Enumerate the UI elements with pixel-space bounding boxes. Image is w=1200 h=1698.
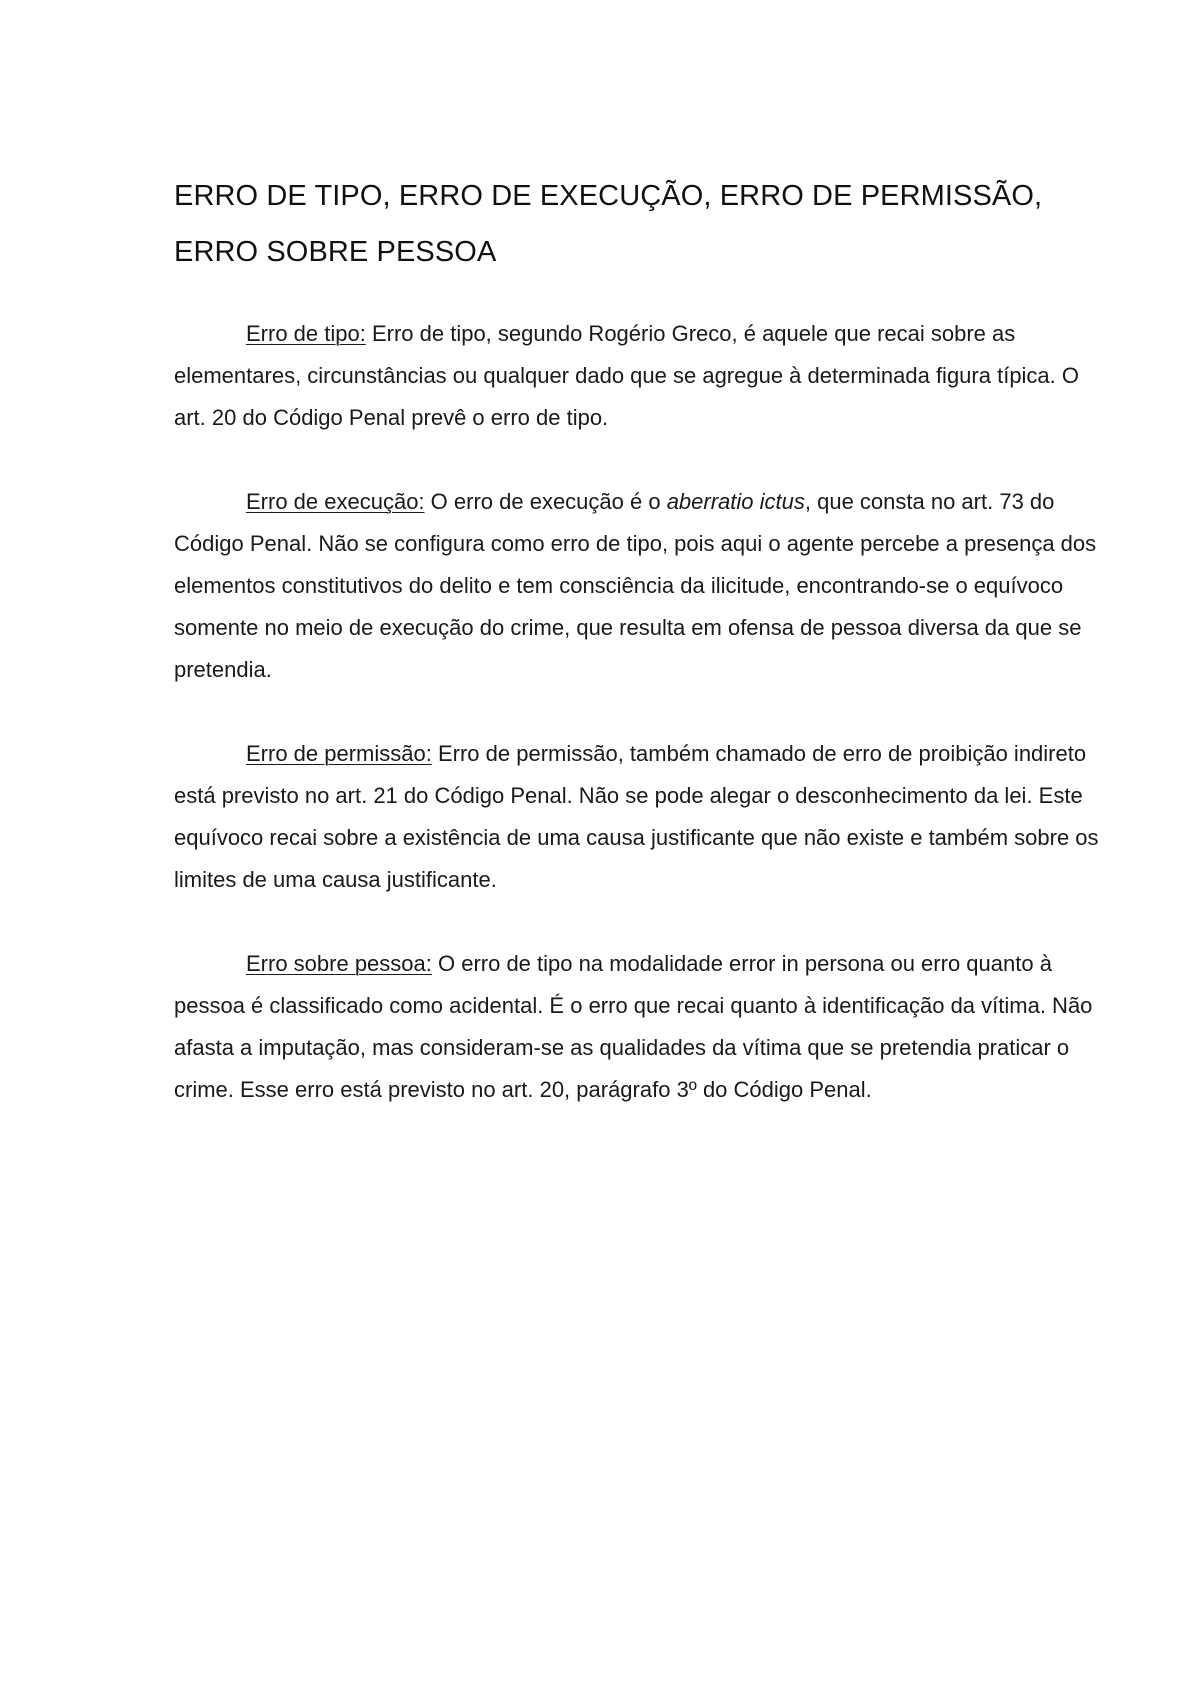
section-erro-de-permissao	[174, 733, 1099, 901]
document-title: ERRO DE TIPO, ERRO DE EXECUÇÃO, ERRO DE PERMISSÃO, ERRO SOBRE PESSOA	[174, 180, 1043, 268]
latin-term: aberratio ictus	[666, 489, 805, 514]
section-label: Erro de permissão:	[246, 741, 432, 766]
section-label: Erro de tipo:	[246, 321, 366, 346]
section-label: Erro sobre pessoa:	[246, 951, 432, 976]
section-erro-sobre-pessoa	[174, 943, 1099, 1111]
section-text: Erro de permissão, também chamado de erro de proibição indireto está previsto no art. 21 do Código Penal. Não se pode alegar o desconhecimento da lei. Este equívoco recai sobre a existência de uma causa justificante que não existe e também sobre os limites de uma causa justificante.	[174, 741, 1099, 892]
section-erro-de-execucao	[174, 481, 1099, 691]
section-erro-de-tipo	[174, 313, 1099, 439]
section-text: Erro de tipo, segundo Rogério Greco, é aquele que recai sobre as elementares, circunstâncias ou qualquer dado que se agregue à determinada figura típica. O art. 20 do Código Penal prevê o erro de tipo.	[174, 321, 1080, 430]
section-text: O erro de tipo na modalidade error in persona ou erro quanto à pessoa é classificado como acidental. É o erro que recai quanto à identificação da vítima. Não afasta a imputação, mas consideram-se as qualidades da vítima que se pretendia praticar o crime. Esse erro está previsto no art. 20, parágrafo 3º do Código Penal.	[174, 951, 1093, 1102]
section-label: Erro de execução:	[246, 489, 425, 514]
section-text: O erro de execução é o	[424, 489, 667, 514]
section-text: , que consta no art. 73 do Código Penal. Não se configura como erro de tipo, pois aqui o agente percebe a presença dos elementos constitutivos do delito e tem consciência da ilicitude, encontrando-se o equívoco somente no meio de execução do crime, que resulta em ofensa de pessoa diversa da que se pretendia.	[174, 489, 1097, 682]
